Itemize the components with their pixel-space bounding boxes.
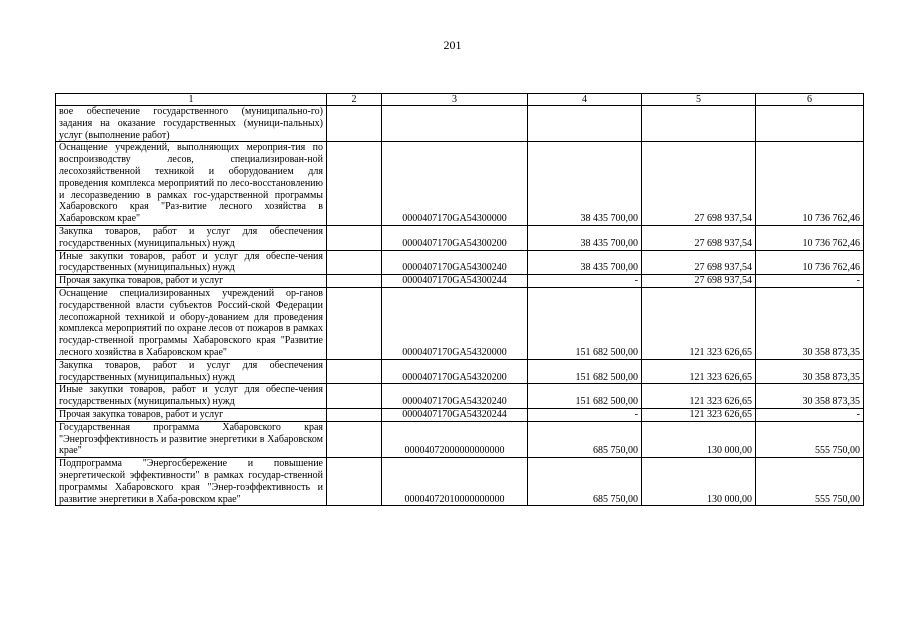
row-value-6-cell: 555 750,00 bbox=[756, 458, 864, 506]
row-value-6-cell: 30 358 873,35 bbox=[756, 384, 864, 409]
header-cell: 2 bbox=[327, 94, 382, 106]
page-number: 201 bbox=[443, 38, 462, 52]
header-row bbox=[56, 94, 864, 106]
row-value-5-cell: 121 323 626,65 bbox=[642, 287, 756, 359]
row-name-cell: Прочая закупка товаров, работ и услуг bbox=[56, 275, 327, 288]
row-value-6-cell: 30 358 873,35 bbox=[756, 287, 864, 359]
row-code-cell: 0000407170GA54320244 bbox=[382, 408, 528, 421]
row-value-6-cell: 10 736 762,46 bbox=[756, 250, 864, 275]
row-value-6-cell: 10 736 762,46 bbox=[756, 142, 864, 226]
row-value-5-cell: 130 000,00 bbox=[642, 458, 756, 506]
row-value-5-cell: 130 000,00 bbox=[642, 421, 756, 457]
row-value-4-cell: 151 682 500,00 bbox=[528, 359, 642, 384]
row-code-cell bbox=[382, 106, 528, 142]
row-name-cell: Закупка товаров, работ и услуг для обеспечения государственных (муниципальных) нужд bbox=[56, 359, 327, 384]
table-row bbox=[56, 287, 864, 359]
row-col2-cell bbox=[327, 384, 382, 409]
row-value-5-cell bbox=[642, 106, 756, 142]
row-code-cell: 0000407170GA54320240 bbox=[382, 384, 528, 409]
row-value-4-cell: 151 682 500,00 bbox=[528, 287, 642, 359]
row-name-cell: Иные закупки товаров, работ и услуг для обеспе-чения государственных (муниципальных) нужд bbox=[56, 250, 327, 275]
row-col2-cell bbox=[327, 421, 382, 457]
row-name-cell: Оснащение специализированных учреждений ор-ганов государственной власти субъектов Россий-ской Федерации лесопожарной техникой и обору-дованием для проведения комплекса мероприятий по охране лесов от пожаров в рамках государ-ственной программы Хабаровского края "Развитие лесного хозяйства в Хабаровском крае" bbox=[56, 287, 327, 359]
table-row bbox=[56, 275, 864, 288]
row-col2-cell bbox=[327, 408, 382, 421]
row-code-cell: 00004072010000000000 bbox=[382, 458, 528, 506]
row-code-cell: 0000407170GA54300244 bbox=[382, 275, 528, 288]
row-value-4-cell: - bbox=[528, 275, 642, 288]
row-value-6-cell: 555 750,00 bbox=[756, 421, 864, 457]
row-name-cell: Прочая закупка товаров, работ и услуг bbox=[56, 408, 327, 421]
row-name-cell: вое обеспечение государственного (муниципально-го) задания на оказание государственных (муници-пальных) услуг (выполнение работ) bbox=[56, 106, 327, 142]
row-value-6-cell bbox=[756, 106, 864, 142]
row-value-4-cell: 151 682 500,00 bbox=[528, 384, 642, 409]
header-cell: 6 bbox=[756, 94, 864, 106]
header-cell: 5 bbox=[642, 94, 756, 106]
row-value-6-cell: - bbox=[756, 408, 864, 421]
row-value-6-cell: 30 358 873,35 bbox=[756, 359, 864, 384]
table-row bbox=[56, 142, 864, 226]
row-value-5-cell: 27 698 937,54 bbox=[642, 142, 756, 226]
row-col2-cell bbox=[327, 458, 382, 506]
table-row bbox=[56, 408, 864, 421]
table-row bbox=[56, 384, 864, 409]
row-code-cell: 0000407170GA54320200 bbox=[382, 359, 528, 384]
row-value-5-cell: 121 323 626,65 bbox=[642, 359, 756, 384]
row-code-cell: 0000407170GA54300200 bbox=[382, 225, 528, 250]
header-cell: 1 bbox=[56, 94, 327, 106]
row-col2-cell bbox=[327, 225, 382, 250]
row-value-4-cell: - bbox=[528, 408, 642, 421]
row-col2-cell bbox=[327, 275, 382, 288]
row-value-5-cell: 27 698 937,54 bbox=[642, 225, 756, 250]
row-value-4-cell: 38 435 700,00 bbox=[528, 142, 642, 226]
row-col2-cell bbox=[327, 142, 382, 226]
row-value-6-cell: - bbox=[756, 275, 864, 288]
row-col2-cell bbox=[327, 287, 382, 359]
row-value-5-cell: 121 323 626,65 bbox=[642, 384, 756, 409]
table-row bbox=[56, 250, 864, 275]
row-value-4-cell: 685 750,00 bbox=[528, 421, 642, 457]
row-code-cell: 00004072000000000000 bbox=[382, 421, 528, 457]
row-value-4-cell: 38 435 700,00 bbox=[528, 250, 642, 275]
table-row bbox=[56, 106, 864, 142]
table-row bbox=[56, 421, 864, 457]
row-name-cell: Оснащение учреждений, выполняющих мероприя-тия по воспроизводству лесов, специализирован-ной лесохозяйственной техникой и оборудованием для проведения комплекса мероприятий по лесо-восстановлению и лесоразведению в рамках гос-ударственной программы Хабаровского края "Раз-витие лесного хозяйства в Хабаровском крае" bbox=[56, 142, 327, 226]
row-code-cell: 0000407170GA54300000 bbox=[382, 142, 528, 226]
table-row bbox=[56, 458, 864, 506]
row-name-cell: Государственная программа Хабаровского края "Энергоэффективность и развитие энергетики в Хабаровском крае" bbox=[56, 421, 327, 457]
row-col2-cell bbox=[327, 359, 382, 384]
header-cell: 3 bbox=[382, 94, 528, 106]
table-row bbox=[56, 359, 864, 384]
table-row bbox=[56, 225, 864, 250]
row-value-5-cell: 27 698 937,54 bbox=[642, 275, 756, 288]
row-value-4-cell: 38 435 700,00 bbox=[528, 225, 642, 250]
row-value-4-cell bbox=[528, 106, 642, 142]
row-col2-cell bbox=[327, 250, 382, 275]
row-value-5-cell: 121 323 626,65 bbox=[642, 408, 756, 421]
row-value-5-cell: 27 698 937,54 bbox=[642, 250, 756, 275]
row-name-cell: Иные закупки товаров, работ и услуг для обеспе-чения государственных (муниципальных) нужд bbox=[56, 384, 327, 409]
row-value-6-cell: 10 736 762,46 bbox=[756, 225, 864, 250]
row-code-cell: 0000407170GA54300240 bbox=[382, 250, 528, 275]
row-code-cell: 0000407170GA54320000 bbox=[382, 287, 528, 359]
row-value-4-cell: 685 750,00 bbox=[528, 458, 642, 506]
row-col2-cell bbox=[327, 106, 382, 142]
row-name-cell: Закупка товаров, работ и услуг для обеспечения государственных (муниципальных) нужд bbox=[56, 225, 327, 250]
header-cell: 4 bbox=[528, 94, 642, 106]
row-name-cell: Подпрограмма "Энергосбережение и повышение энергетической эффективности" в рамках государ-ственной программы Хабаровского края "Энер-гоэффективность и развитие энергетики в Хаба-ровском крае" bbox=[56, 458, 327, 506]
budget-table bbox=[55, 93, 864, 506]
